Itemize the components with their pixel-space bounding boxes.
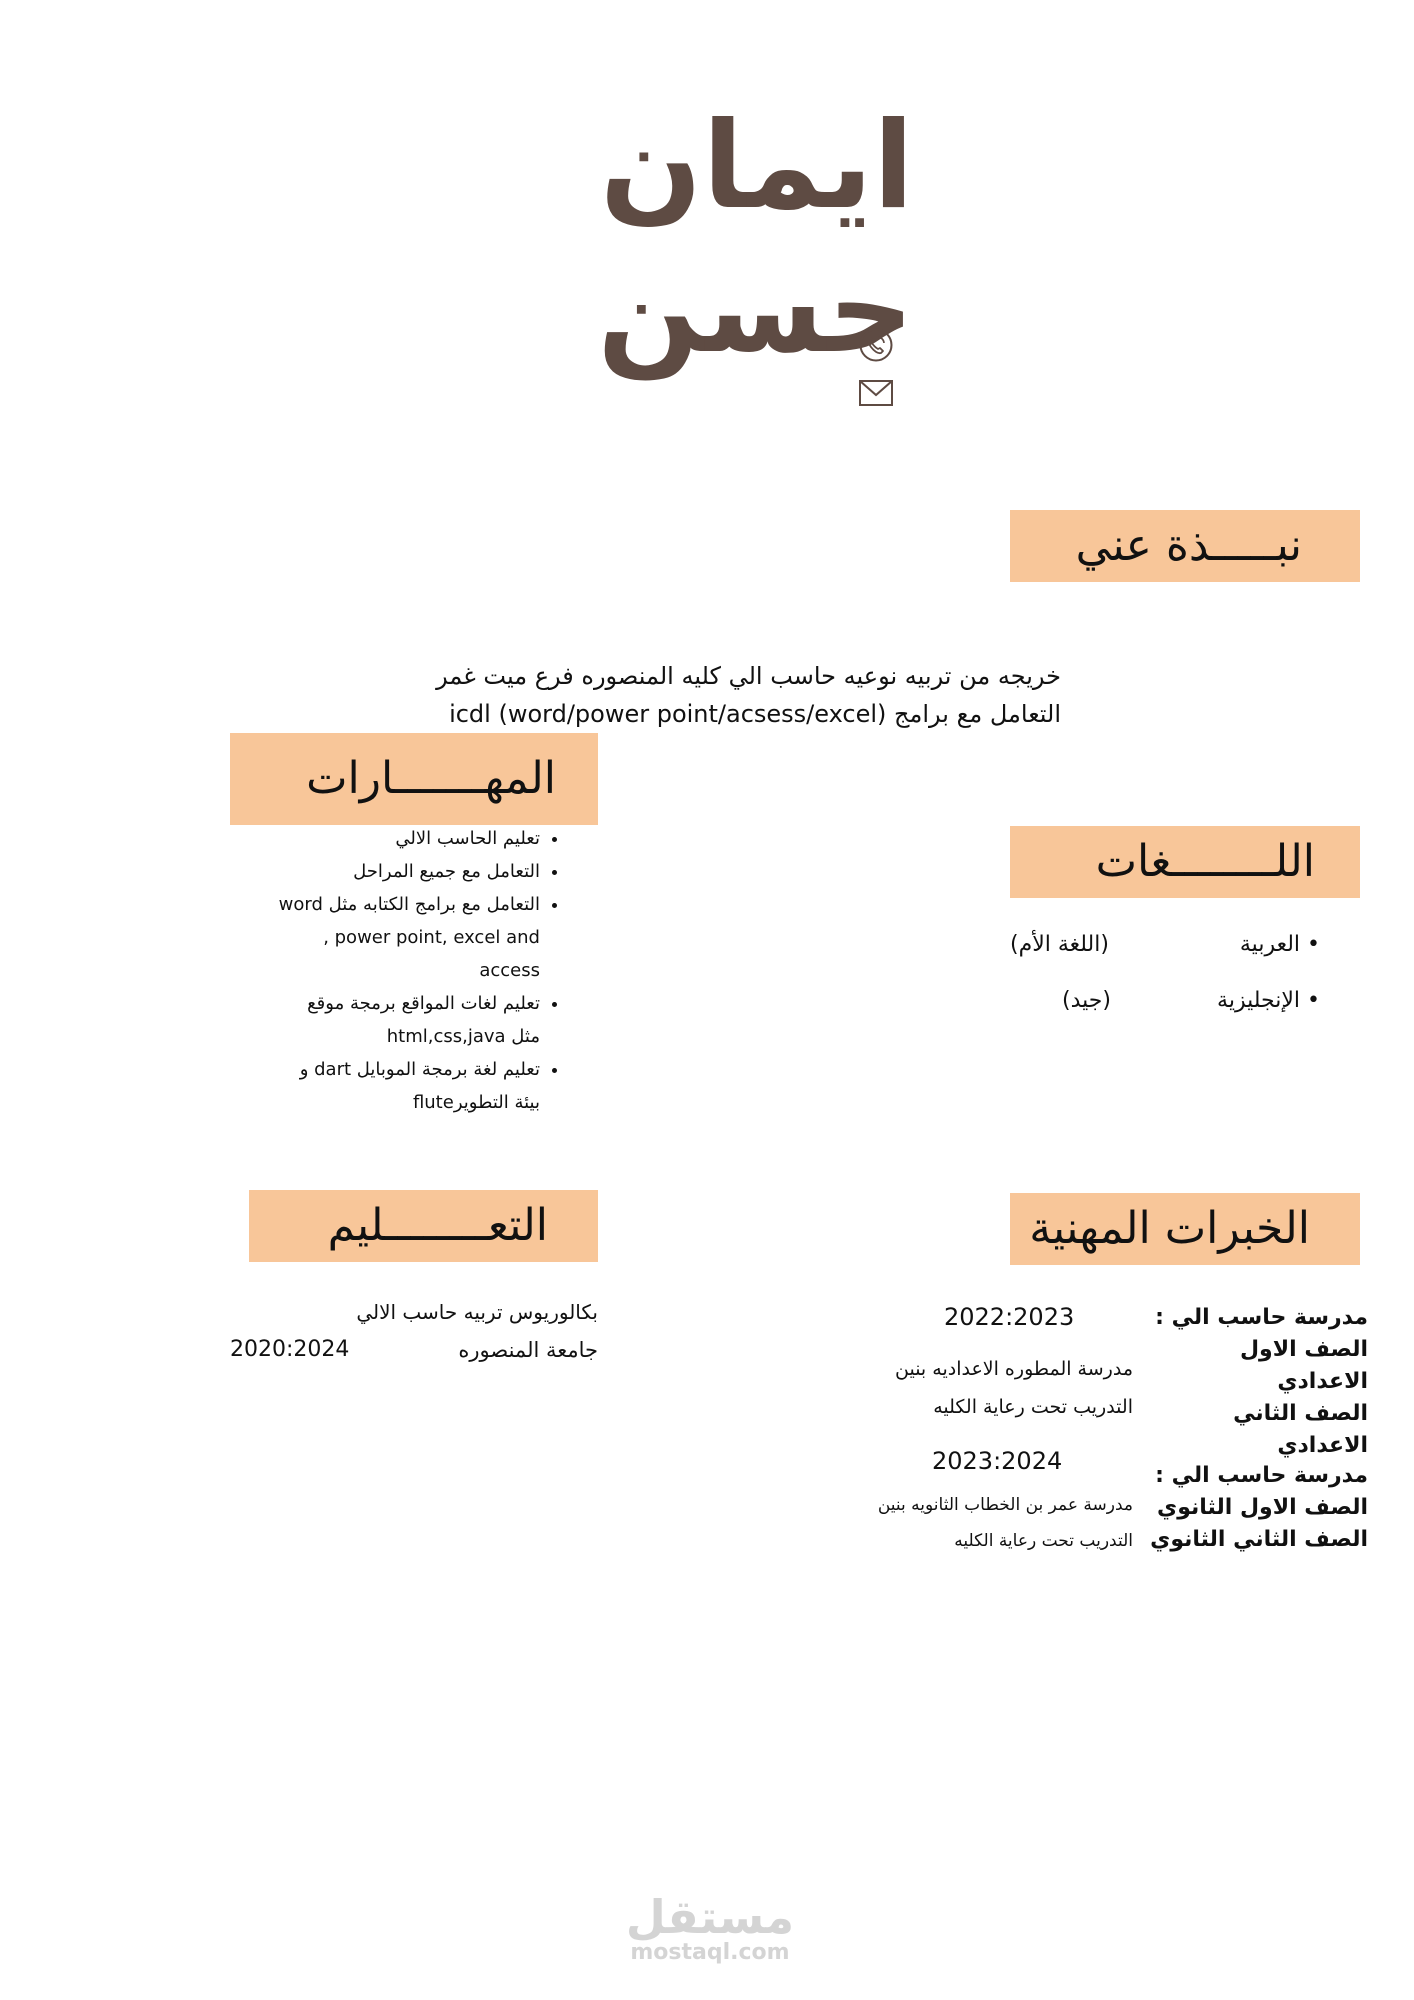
- education-university: جامعة المنصوره: [458, 1338, 598, 1362]
- experience-school: مدرسة عمر بن الخطاب الثانويه بنين: [877, 1495, 1133, 1515]
- language-row: [1010, 988, 1320, 1020]
- mail-icon: [858, 378, 894, 408]
- experience-role: [1150, 1302, 1368, 1462]
- experience-title: مدرسة حاسب الي :: [1155, 1305, 1368, 1330]
- experience-details: [860, 1487, 1133, 1559]
- experience-grade: الصف الثاني الاعدادي: [1233, 1401, 1368, 1458]
- skills-heading: المهـــــــارات: [230, 733, 598, 825]
- skill-item: • تعليم لغة برمجة الموبايل dart و بيئة التطويرflute: [275, 1053, 540, 1119]
- watermark: [620, 1890, 800, 1965]
- language-row: [1010, 932, 1320, 964]
- skill-item: • التعامل مع جميع المراحل: [275, 855, 540, 888]
- skill-item: • تعليم لغات المواقع برمجة موقع مثل html,css,java: [275, 987, 540, 1053]
- language-name: • العربية: [1239, 932, 1320, 957]
- experience-school: مدرسة المطوره الاعداديه بنين: [895, 1358, 1133, 1380]
- watermark-latin: mostaql.com: [630, 1940, 790, 1965]
- candidate-name: ايمان حسن: [597, 97, 914, 380]
- about-line-2: التعامل مع برامج (icdl (word/power point/acsess/excel: [449, 700, 1061, 728]
- language-level: (اللغة الأم): [1010, 932, 1109, 957]
- about-heading: نبـــــذة عني: [1010, 510, 1360, 582]
- experience-details: [860, 1350, 1133, 1426]
- experience-note: التدريب تحت رعاية الكليه: [933, 1396, 1133, 1418]
- experience-grade: الصف الاول الثانوي: [1157, 1495, 1368, 1520]
- experience-title: مدرسة حاسب الي :: [1155, 1463, 1368, 1488]
- skill-item: • التعامل مع برامج الكتابه مثل word , power point, excel and access: [275, 888, 540, 987]
- education-degree: بكالوريوس تربيه حاسب الالي: [356, 1300, 598, 1324]
- language-level: (جيد): [1062, 988, 1111, 1013]
- experience-grade: الصف الاول الاعدادي: [1239, 1337, 1368, 1394]
- experience-years: 2022:2023: [944, 1303, 1075, 1331]
- experience-years: 2023:2024: [932, 1447, 1063, 1475]
- skills-list: [275, 822, 554, 1119]
- experience-grade: الصف الثاني الثانوي: [1150, 1527, 1368, 1552]
- experience-heading: الخبرات المهنية: [1010, 1193, 1360, 1265]
- skill-item: • تعليم الحاسب الالي: [275, 822, 540, 855]
- education-years: 2020:2024: [230, 1337, 350, 1362]
- about-line-1: خريجه من تربيه نوعيه حاسب الي كليه المنصوره فرع ميت غمر: [436, 662, 1061, 690]
- experience-note: التدريب تحت رعاية الكليه: [954, 1531, 1133, 1551]
- phone-icon: [858, 327, 894, 363]
- experience-role: [1150, 1460, 1368, 1556]
- watermark-arabic: مستقل: [625, 1890, 795, 1944]
- languages-heading: اللــــــــغات: [1010, 826, 1360, 898]
- language-name: • الإنجليزية: [1217, 988, 1320, 1013]
- education-heading: التعــــــــليم: [249, 1190, 598, 1262]
